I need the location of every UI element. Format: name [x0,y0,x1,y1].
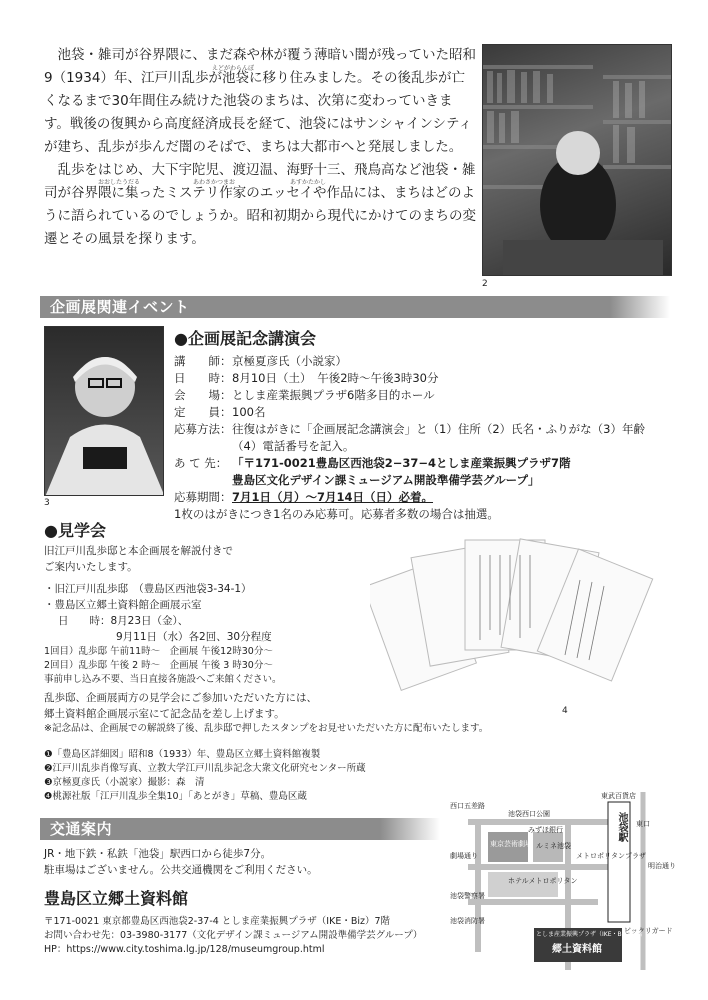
tour-schedule-1: 1回目）乱歩邸 午前11時〜 企画展 午後12時30分〜 [44,646,273,657]
tour-date-1: 日 時：8月23日（金）、 [58,615,189,627]
bookshelf-illustration [483,45,672,276]
portrait-illustration [45,327,164,496]
credit-1: ❶「豊島区詳細図」昭和8（1933）年、豊島区立郷土資料館複製 [44,749,321,760]
tour-date-2: 9月11日（水）各2回、30分程度 [116,631,272,643]
lecture-row-speaker: 講 師： 京極夏彦氏（小説家） [174,354,347,368]
photo-4-caption: 4 [562,706,568,716]
tour-gift-info [44,690,684,736]
lecture-row-capacity: 定 員： 100名 [174,405,266,419]
map-label-gekijo-dori: 劇場通り [450,852,478,860]
tour-schedule-3: 事前申し込み不要、当日直接各施設へご来館ください。 [44,674,282,685]
manuscript-photo [370,520,670,710]
map-label-east-exit: 東口 [636,820,650,828]
map-museum-box-line1: としま産業振興プラザ（IKE・Biz）7階 [536,931,643,938]
lecture-title: ●企画展記念講演会 [174,329,316,348]
map-station-label: 池袋駅 [616,812,627,842]
events-band-title: 企画展関連イベント [50,298,190,316]
museum-address: 〒171-0021 東京都豊島区西池袋2-37-4 としま産業振興プラザ（IKE・Biz）7階 [44,916,391,927]
intro-paragraph-1: 池袋・雑司が谷界隈に、まだ森や林が覆う薄暗い闇が残っていた昭和9（1934）年、江戸川乱歩が池袋に移り住みました。その後乱歩が亡くなるまで30年間住み続けた池袋のまちは、次第に変わっていきます。戦後の復興から高度経済成長を経て、池袋にはサンシャインシティが建ち、乱歩が歩んだ闇のそばで、まちは大都市へと発展しました。 [44,47,476,155]
museum-info [44,886,444,957]
access-line-2: 駐車場はございません。公共交通機関をご利用ください。 [44,864,318,876]
lecture-row-date: 日 時： 8月10日（土） 午後2時〜午後3時30分 [174,371,439,385]
lecture-row-method: 応募方法： 往復はがきに「企画展記念講演会」と（1）住所（2）氏名・ふりがな（3）年齢 [174,422,645,436]
ruby-oshita: おおしたうだる [98,179,141,186]
credit-4: ❹桃源社版「江戸川乱歩全集10」「あとがき」草稿、豊島区蔵 [44,791,307,802]
tour-place-1: ・旧江戸川乱歩邸 （豊島区西池袋3-34-1） [44,583,252,595]
photo-3-caption: 3 [44,498,50,508]
map-label-metro-plaza: メトロポリタンプラザ [576,852,646,860]
photo-2-caption: 2 [482,279,488,289]
museum-website: HP：https://www.city.toshima.lg.jp/128/museumgroup.html [44,944,325,955]
map-label-hotel: ホテルメトロポリタン [508,877,578,885]
lecture-row-period: 応募期間： 7月1日（月）〜7月14日（日）必着。 [174,490,434,504]
map-label-gosaro: 西口五差路 [450,802,485,810]
map-label-lumine: ルミネ池袋 [536,842,571,850]
lecture-note: 1枚のはがきにつき1名のみ応募可。応募者多数の場合は抽選。 [174,507,499,521]
ruby-edogawa: えどがわらんぽ [212,65,255,72]
tour-block [44,518,374,687]
map-museum-box-line2: 郷土資料館 [552,944,602,955]
access-line-1: JR・地下鉄・私鉄「池袋」駅西口から徒歩7分。 [44,848,272,860]
intro-paragraph-2: 乱歩をはじめ、大下宇陀児、渡辺温、海野十三、飛鳥高など池袋・雑司が谷界隈に集ったミステリ作家のエッセイや作品には、まちはどのように語られているのでしょうか。昭和初期から現代にかけてのまちの変遷とその風景を探ります。 [44,162,476,247]
ranpo-portrait-photo [482,44,672,276]
lecture-row-address-cont: 豊島区文化デザイン課ミュージアム開設準備学芸グループ」 [232,473,540,487]
access-map [448,792,676,970]
ruby-awasaka: あわさかつまお [193,179,236,186]
tour-title: ●見学会 [44,521,106,540]
ruby-asuka: あすかたかし [290,179,327,186]
kyogoku-portrait-photo [44,326,164,496]
credit-3: ❸京極夏彦氏（小説家）撮影：森 清 [44,777,205,788]
tour-gift-2: 郷土資料館企画展示室にて記念品を差し上げます。 [44,708,285,720]
map-label-bikkuri: ビックリガード [624,927,673,935]
map-label-meiji-dori: 明治通り [648,862,676,870]
access-info [44,846,444,878]
access-section-header [40,818,440,840]
tour-place-2: ・豊島区立郷土資料館企画展示室 [44,599,202,611]
map-label-fire-station: 池袋消防署 [450,917,485,925]
map-label-mizuho: みずほ銀行 [528,826,563,834]
tour-gift-note: ※記念品は、企画展での解説終了後、乱歩邸で押したスタンプをお見せいただいた方に配布いたします。 [44,723,489,734]
intro-text [44,44,476,251]
manuscript-pages-illustration [370,520,670,710]
museum-name: 豊島区立郷土資料館 [44,889,189,908]
map-label-park: 池袋西口公園 [508,810,550,818]
tour-intro-1: 旧江戸川乱歩邸と本企画展を解説付きで [44,545,233,557]
access-band-title: 交通案内 [50,820,113,838]
museum-contact: お問い合わせ先：03-3980-3177（文化デザイン課ミュージアム開設準備学芸グループ） [44,930,423,941]
tour-schedule-2: 2回目）乱歩邸 午後 2 時〜 企画展 午後 3 時30分〜 [44,660,273,671]
lecture-row-method-cont: （4）電話番号を記入。 [232,439,355,453]
map-label-tobu: 東武百貨店 [601,792,636,800]
image-credits [44,748,444,804]
lecture-row-venue: 会 場： としま産業振興プラザ6階多目的ホール [174,388,435,402]
credit-2: ❷江戸川乱歩肖像写真、立教大学江戸川乱歩記念大衆文化研究センター所蔵 [44,763,366,774]
tour-gift-1: 乱歩邸、企画展両方の見学会にご参加いただいた方には、 [44,692,317,704]
events-section-header [40,296,670,318]
tour-intro-2: ご案内いたします。 [44,561,138,573]
map-label-police: 池袋警察署 [450,892,485,900]
lecture-block [174,326,674,523]
lecture-row-address: あ て 先： 「〒171-0021豊島区西池袋2−37−4としま産業振興プラザ7階 [174,456,571,470]
map-label-geigeki: 東京芸術劇場 [490,840,532,848]
